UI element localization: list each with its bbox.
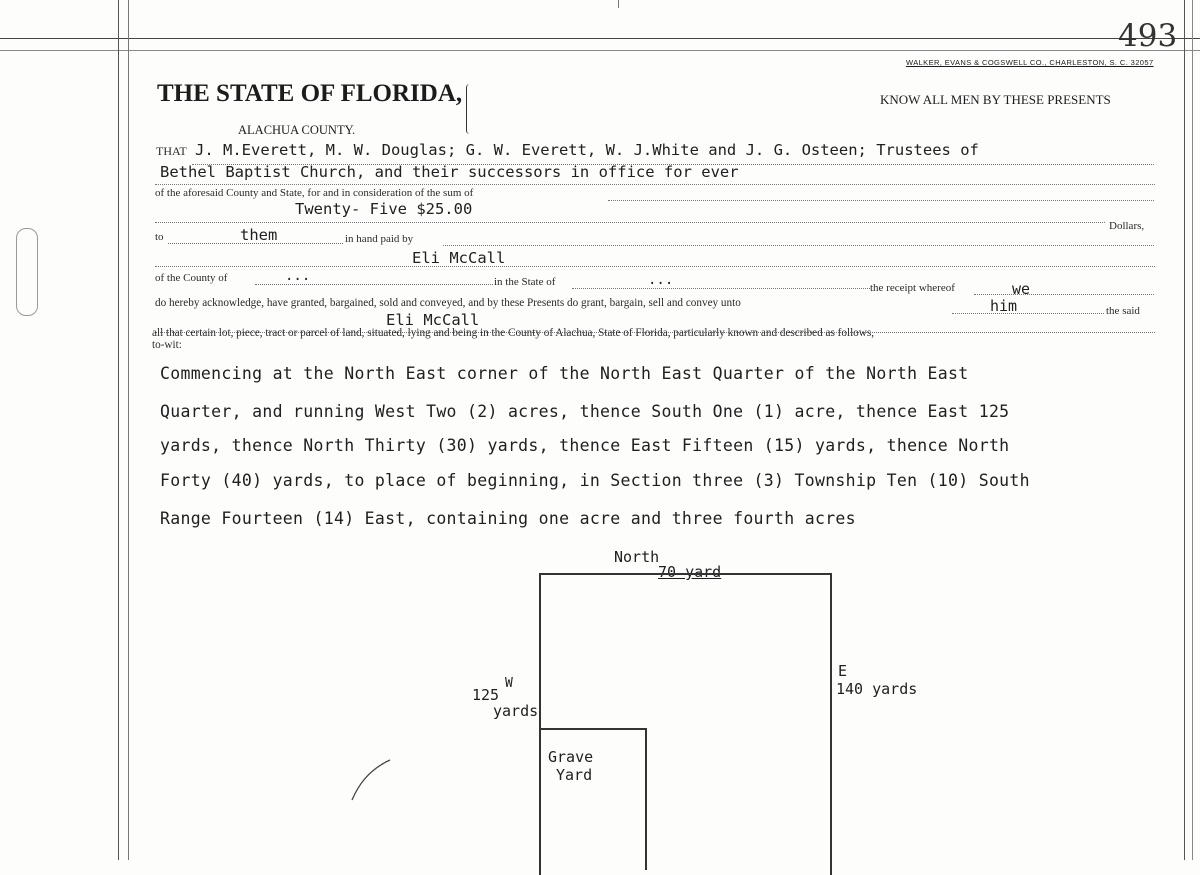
paid-by-dotline — [443, 245, 1154, 246]
receipt-label: the receipt whereof — [870, 282, 955, 294]
description-line-5: Range Fourteen (14) East, containing one acre and three fourth acres — [160, 509, 856, 528]
plat-west-letter: W — [505, 676, 513, 691]
right-margin-rule-2 — [1192, 0, 1193, 860]
plat-grave-label-2: Yard — [556, 766, 593, 784]
acknowledge-text: do hereby acknowledge, have granted, bargained, sold and conveyed, and by these Presents do grant, bargain, sell and convey unto — [155, 297, 741, 309]
plat-east-letter: E — [838, 662, 848, 680]
binding-hole — [16, 228, 38, 316]
county-name: ALACHUA COUNTY. — [238, 123, 356, 137]
printer-credit: WALKER, EVANS & COGSWELL CO., CHARLESTON, S. C. 32057 — [906, 58, 1154, 67]
paid-by-dotline-2 — [155, 266, 1155, 267]
aforesaid-label: of the aforesaid County and State, for and in consideration of the sum of — [155, 187, 474, 199]
the-said-label: the said — [1106, 305, 1140, 317]
aforesaid-dotline — [608, 200, 1154, 201]
plat-west-unit: yards — [493, 702, 539, 720]
top-divider — [618, 0, 619, 8]
plat-grave-label-1: Grave — [548, 748, 594, 766]
state-of-label: in the State of — [494, 276, 556, 288]
description-line-3: yards, thence North Thirty (30) yards, thence East Fifteen (15) yards, thence North — [160, 436, 1010, 455]
description-line-1: Commencing at the North East corner of the North East Quarter of the North East — [160, 364, 969, 383]
paid-by-value: Eli McCall — [412, 249, 506, 267]
grantors-dotline — [155, 184, 1155, 185]
right-margin-rule — [1184, 0, 1185, 860]
left-margin-rule-2 — [128, 0, 129, 860]
top-rule-2 — [0, 50, 1200, 51]
plat-top-label: 70 yard — [658, 563, 722, 581]
pen-mark-icon — [348, 756, 394, 804]
convey-value: him — [990, 297, 1018, 315]
convey-dotline — [952, 313, 1104, 314]
top-rule — [0, 38, 1200, 39]
lot-text-1: all that certain lot, piece, tract or parcel of land, situated, lying and being in the County of Alachua, State of Florida, particularly known and described as follows, — [152, 327, 875, 339]
sum-value: Twenty- Five $25.00 — [295, 200, 473, 218]
state-title: THE STATE OF FLORIDA, — [157, 80, 463, 107]
dollars-label: Dollars, — [1109, 220, 1145, 232]
in-hand-paid-label: in hand paid by — [345, 233, 414, 245]
county-of-dotline — [255, 284, 493, 285]
lot-text-2: to-wit: — [152, 339, 182, 351]
sum-dotline — [155, 222, 1105, 223]
state-of-value: ... — [648, 272, 674, 288]
description-line-4: Forty (40) yards, to place of beginning, in Section three (3) Township Ten (10) South — [160, 471, 1030, 490]
state-of-dotline — [572, 288, 870, 289]
that-label: THAT — [156, 144, 187, 158]
plat-north-label: North — [614, 548, 660, 566]
county-of-value: ... — [285, 268, 311, 284]
plat-east-label: 140 yards — [836, 680, 918, 698]
left-margin-rule — [118, 0, 119, 860]
receipt-value: we — [1012, 280, 1031, 298]
grantors-line-2: Bethel Baptist Church, and their successors in office for ever — [160, 163, 739, 181]
county-of-label: of the County of — [155, 272, 228, 284]
plat-west-number: 125 — [472, 686, 500, 704]
title-brace — [466, 84, 473, 134]
said-name-value: Eli McCall — [386, 311, 480, 329]
grantors-line-1: J. M.Everett, M. W. Douglas; G. W. Everett, W. J.White and J. G. Osteen; Trustees of — [195, 141, 979, 159]
to-value: them — [240, 226, 278, 244]
page-number: 493 — [1118, 18, 1178, 54]
description-line-2: Quarter, and running West Two (2) acres, thence South One (1) acre, thence East 125 — [160, 402, 1010, 421]
to-label: to — [155, 231, 164, 243]
know-all-men: KNOW ALL MEN BY THESE PRESENTS — [880, 92, 1111, 107]
receipt-dotline — [974, 294, 1154, 295]
